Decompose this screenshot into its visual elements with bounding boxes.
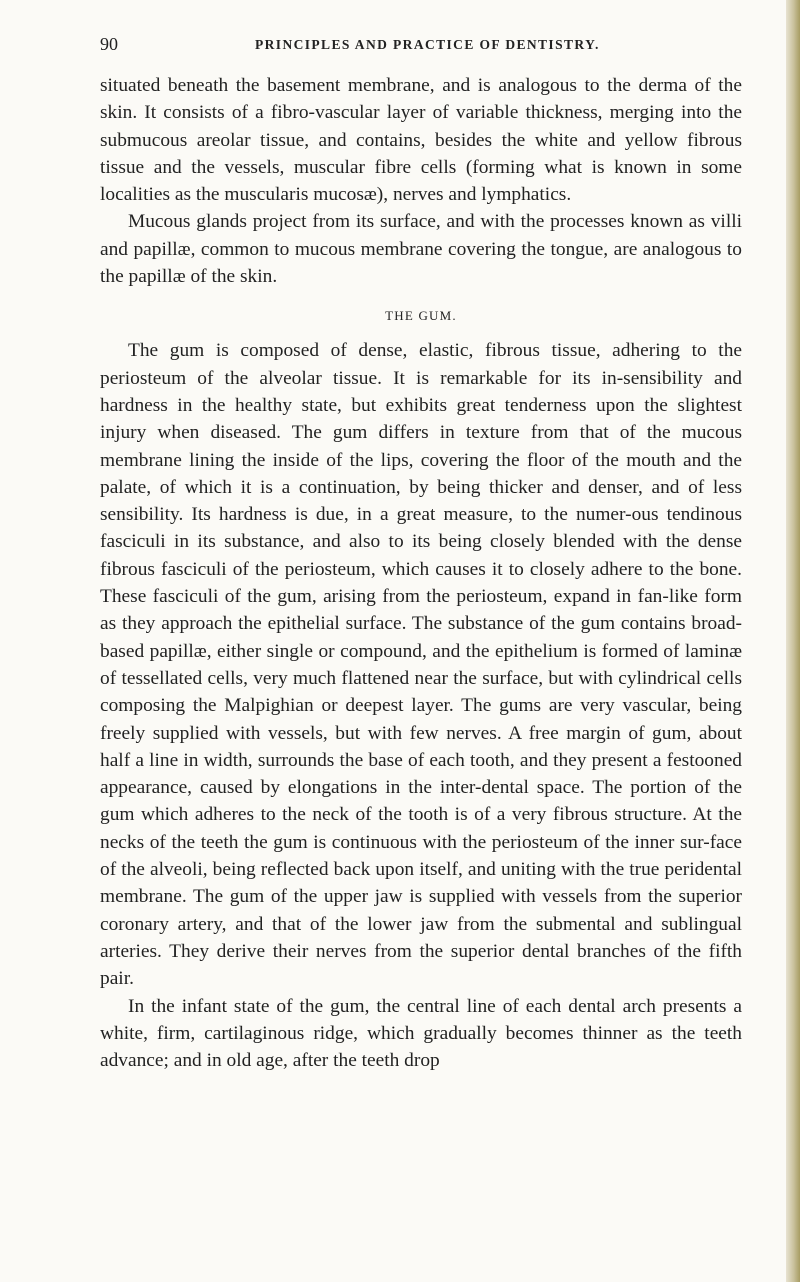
body-text [100,72,742,1074]
page-edge [786,0,800,1282]
paragraph-mucous-glands: Mucous glands project from its surface, and with the processes known as villi and papillæ, common to mucous membrane covering the tongue, are analogous to the papillæ of the skin. [100,211,742,288]
paragraph-continued: situated beneath the basement membrane, and is analogous to the derma of the skin. It consists of a fibro-vascular layer of variable thickness, merging into the submucous areolar tissue, and contains, besides the white and yellow fibrous tissue and the vessels, muscular fibre cells (forming what is known in some localities as the muscularis mucosæ), nerves and lymphatics. [100,75,742,206]
paragraph-infant-gum: In the infant state of the gum, the central line of each dental arch presents a white, firm, cartilaginous ridge, which gradually becomes thinner as the teeth advance; and in old age, after the teeth drop [100,995,742,1072]
running-title: PRINCIPLES AND PRACTICE OF DENTISTRY. [255,37,600,52]
page-number: 90 [100,34,118,54]
paragraph-gum-description: The gum is composed of dense, elastic, fibrous tissue, adhering to the periosteum of the alveolar tissue. It is remarkable for its in-sensibility and hardness in the healthy state, but exhibits great tenderness upon the slightest injury when diseased. The gum differs in texture from that of the mucous membrane lining the inside of the lips, covering the floor of the mouth and the palate, of which it is a continuation, by being thicker and denser, and of less sensibility. Its hardness is due, in a great measure, to the numer-ous tendinous fasciculi in its substance, and also to its being closely blended with the dense fibrous fasciculi of the periosteum, which causes it to closely adhere to the bone. These fasciculi of the gum, arising from the periosteum, expand in fan-like form as they approach the epithelial surface. The substance of the gum contains broad-based papillæ, either single or compound, and the epithelium is formed of laminæ of tessellated cells, very much flattened near the surface, but with cylindrical cells composing the Malpighian or deepest layer. The gums are very vascular, being freely supplied with vessels, but with few nerves. A free margin of gum, about half a line in width, surrounds the base of each tooth, and they present a festooned appearance, caused by elongations in the inter-dental space. The portion of the gum which adheres to the neck of the tooth is of a very fibrous structure. At the necks of the teeth the gum is continuous with the periosteum of the inner sur-face of the alveoli, being reflected back upon itself, and uniting with the true peridental membrane. The gum of the upper jaw is supplied with vessels from the superior coronary artery, and that of the lower jaw from the submental and sublingual arteries. They derive their nerves from the superior dental branches of the fifth pair. [100,340,742,990]
running-header [100,34,740,58]
section-heading: THE GUM. [385,308,457,324]
